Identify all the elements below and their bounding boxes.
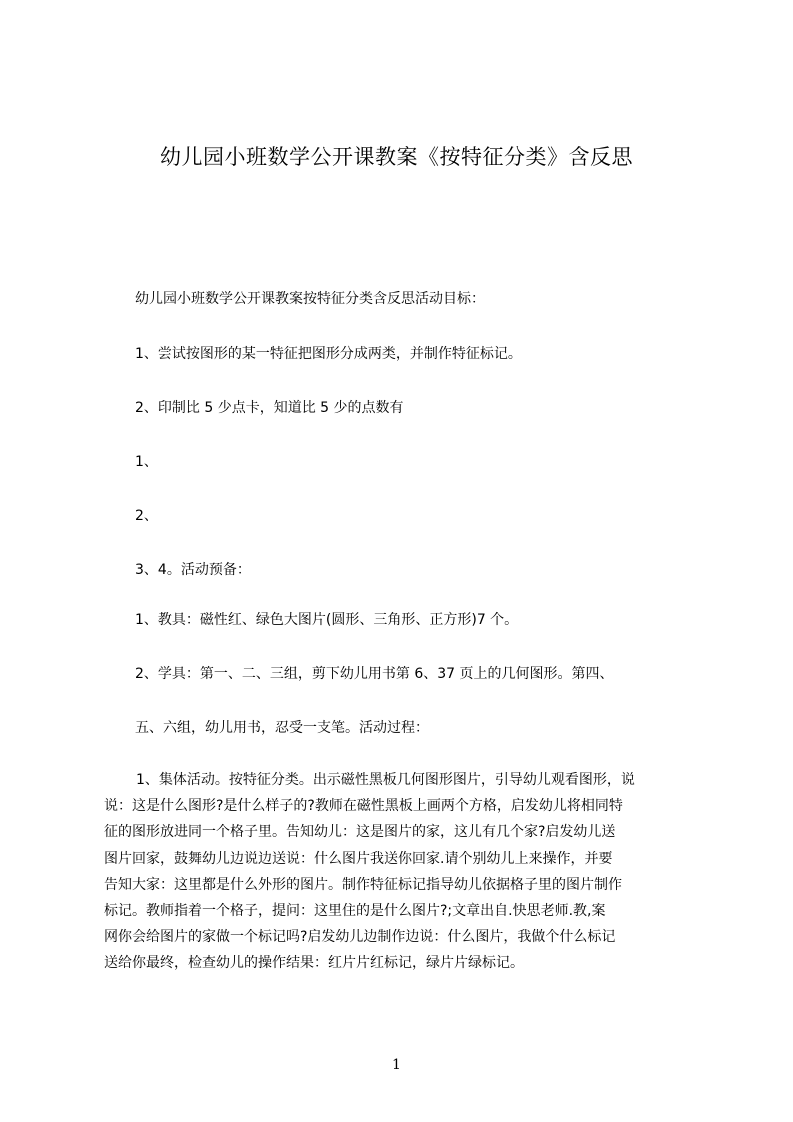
text-line-teaching-aids: 1、教具：磁性红、绿色大图片(圆形、三角形、正方形)7 个。 [135,612,519,628]
activity-paragraph [104,767,704,977]
text-line-item-1: 1、 [135,454,158,470]
text-line-item-2: 2、 [135,508,158,524]
document-title: 幼儿园小班数学公开课教案《按特征分类》含反思 [160,145,633,169]
paragraph-line: 图片回家，鼓舞幼儿边说边送说：什么图片我送你回家.请个别幼儿上来操作，并要 [104,850,613,867]
text-line-objectives-heading: 幼儿园小班数学公开课教案按特征分类含反思活动目标： [135,291,485,307]
paragraph-line: 征的图形放进同一个格子里。告知幼儿：这是图片的家，这儿有几个家?启发幼儿送 [104,824,616,841]
paragraph-line: 送给你最终，检查幼儿的操作结果：红片片红标记，绿片片绿标记。 [104,955,524,972]
text-line-objective-1: 1、尝试按图形的某一特征把图形分成两类，并制作特征标记。 [135,346,522,362]
paragraph-line: 标记。教师指着一个格子，提问：这里住的是什么图片?;文章出自.快思老师.教,案 [104,903,606,920]
text-line-preparation: 3、4。活动预备： [135,562,251,578]
paragraph-line: 网你会给图片的家做一个标记吗?启发幼儿边制作边说：什么图片，我做个什么标记 [104,929,616,946]
paragraph-line: 说：这是什么图形?是什么样子的?教师在磁性黑板上画两个方格，启发幼儿将相同特 [104,798,623,815]
paragraph-line: 告知大家：这里都是什么外形的图片。制作特征标记指导幼儿依据格子里的图片制作 [104,876,622,893]
text-line-objective-2: 2、印制比 5 少点卡，知道比 5 少的点数有 [135,400,404,416]
text-line-learning-aids: 2、学具：第一、二、三组，剪下幼儿用书第 6、37 页上的几何图形。第四、 [135,666,614,682]
paragraph-line: 1、集体活动。按特征分类。出示磁性黑板几何图形图片，引导幼儿观看图形，说 [136,772,635,788]
text-line-activity-process: 五、六组，幼儿用书，忍受一支笔。活动过程： [135,720,429,736]
page-number: 1 [392,1057,401,1073]
